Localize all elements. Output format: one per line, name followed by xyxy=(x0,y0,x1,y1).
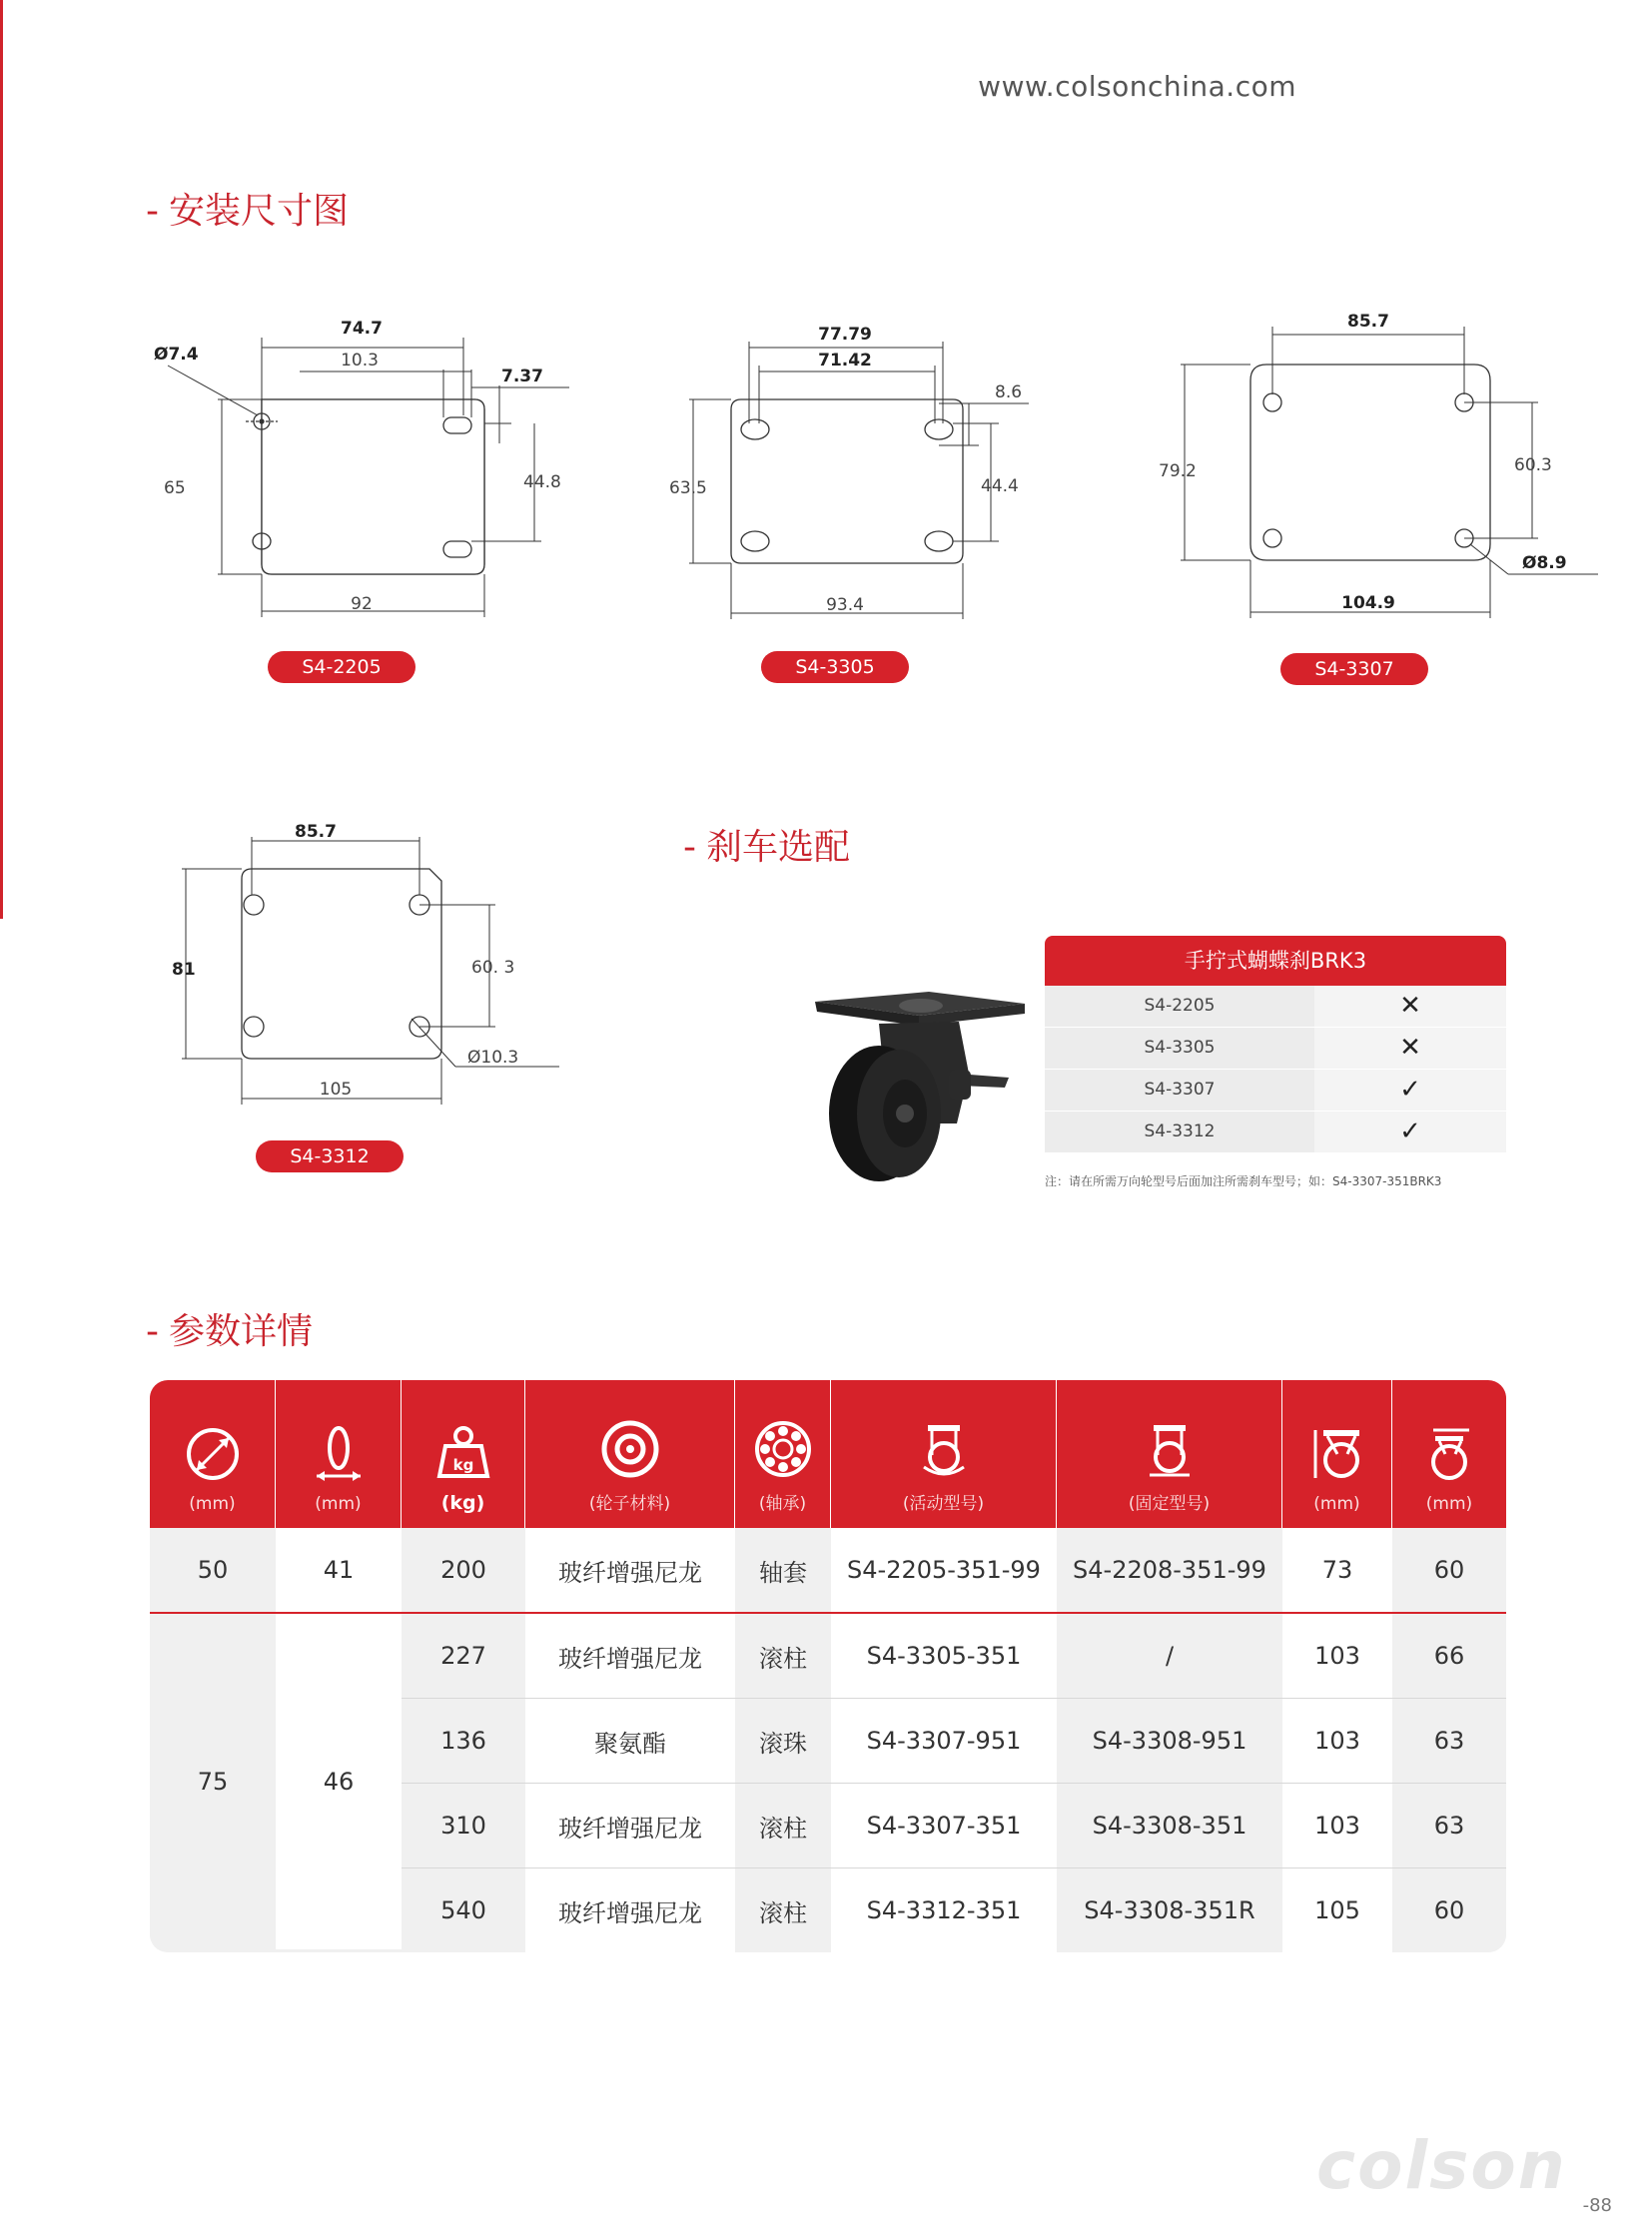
cell-height: 103 xyxy=(1282,1784,1392,1867)
dim-hole: Ø7.4 xyxy=(154,345,199,365)
svg-text:kg: kg xyxy=(452,1456,473,1474)
dim-top-inner: 71.42 xyxy=(818,351,872,371)
plate-drawing-s4-3307 xyxy=(1159,305,1618,624)
brake-compat-mark: ✕ xyxy=(1314,1028,1506,1069)
cell-bearing: 轴套 xyxy=(735,1528,831,1612)
section-title-install: - 安装尺寸图 xyxy=(146,191,350,232)
cell-offset: 60 xyxy=(1392,1528,1506,1612)
cell-offset: 60 xyxy=(1392,1868,1506,1952)
cell-width: 46 xyxy=(276,1614,402,1949)
load-weight-icon xyxy=(433,1422,493,1482)
cell-swivel-model: S4-3307-951 xyxy=(831,1699,1057,1783)
model-badge-s4-3307: S4-3307 xyxy=(1280,653,1428,685)
website-url[interactable]: www.colsonchina.com xyxy=(978,70,1296,103)
header-bearing: (轴承) xyxy=(735,1380,831,1528)
height-icon xyxy=(1307,1424,1367,1484)
dim-top-outer: 74.7 xyxy=(341,320,383,339)
dim-bottom: 105 xyxy=(319,1080,353,1100)
dim-top-inner: 10.3 xyxy=(341,351,379,371)
cell-bearing: 滚柱 xyxy=(735,1784,831,1867)
bearing-icon xyxy=(753,1419,813,1479)
cell-height: 105 xyxy=(1282,1868,1392,1952)
cell-load: 200 xyxy=(402,1528,525,1612)
brake-model: S4-3307 xyxy=(1045,1070,1314,1111)
header-height: (mm) xyxy=(1282,1380,1392,1528)
cell-swivel-model: S4-2205-351-99 xyxy=(831,1528,1057,1612)
cell-swivel-model: S4-3305-351 xyxy=(831,1614,1057,1698)
cell-height: 103 xyxy=(1282,1699,1392,1783)
table-group-75 xyxy=(150,1614,1506,1952)
cell-material: 玻纤增强尼龙 xyxy=(525,1868,735,1952)
cell-rigid-model: S4-3308-951 xyxy=(1057,1699,1282,1783)
brake-note: 注：请在所需万向轮型号后面加注所需刹车型号；如：S4-3307-351BRK3 xyxy=(1045,1174,1442,1188)
plate-drawing-s4-3305 xyxy=(669,320,1069,629)
header-swivel: (活动型号) xyxy=(831,1380,1057,1528)
cell-bearing: 滚柱 xyxy=(735,1868,831,1952)
diameter-icon xyxy=(183,1424,243,1484)
cell-height: 73 xyxy=(1282,1528,1392,1612)
cell-material: 玻纤增强尼龙 xyxy=(525,1784,735,1867)
colson-logo: colson xyxy=(1316,2127,1567,2204)
dim-right: 60. 3 xyxy=(471,958,515,978)
cell-load: 227 xyxy=(402,1614,525,1698)
cell-material: 玻纤增强尼龙 xyxy=(525,1614,735,1698)
dim-hole: Ø10.3 xyxy=(467,1048,519,1068)
dim-top: 85.7 xyxy=(295,822,337,842)
brake-compat-mark: ✓ xyxy=(1314,1112,1506,1152)
cell-rigid-model: / xyxy=(1057,1614,1282,1698)
cell-load: 136 xyxy=(402,1699,525,1783)
brake-model: S4-3305 xyxy=(1045,1028,1314,1069)
header-rigid: (固定型号) xyxy=(1057,1380,1282,1528)
header-material: (轮子材料) xyxy=(525,1380,735,1528)
brake-row xyxy=(1045,1070,1506,1112)
cell-swivel-model: S4-3307-351 xyxy=(831,1784,1057,1867)
width-icon xyxy=(309,1424,369,1484)
rigid-caster-icon xyxy=(1140,1419,1200,1479)
cell-material: 玻纤增强尼龙 xyxy=(525,1528,735,1612)
table-row xyxy=(402,1868,1506,1952)
parameter-table xyxy=(150,1380,1506,1952)
brake-model: S4-2205 xyxy=(1045,986,1314,1027)
dim-right: 44.8 xyxy=(523,472,561,492)
model-badge-s4-3305: S4-3305 xyxy=(761,651,909,683)
dim-right: 44.4 xyxy=(981,476,1019,496)
cell-swivel-model: S4-3312-351 xyxy=(831,1868,1057,1952)
brake-row xyxy=(1045,986,1506,1028)
dim-bottom: 92 xyxy=(351,594,373,614)
parameter-table-body xyxy=(150,1528,1506,1952)
left-accent-bar xyxy=(0,0,3,919)
cell-offset: 66 xyxy=(1392,1614,1506,1698)
plate-drawing-s4-3312 xyxy=(160,815,579,1115)
dim-slot: 8.6 xyxy=(995,382,1023,402)
dim-bottom: 93.4 xyxy=(826,595,864,615)
brake-options-table xyxy=(1045,936,1506,1153)
caster-brake-image xyxy=(809,974,1029,1193)
dim-right: 60.3 xyxy=(1514,455,1552,475)
section-title-brake: - 刹车选配 xyxy=(683,827,851,868)
cell-height: 103 xyxy=(1282,1614,1392,1698)
dim-left: 81 xyxy=(172,960,196,980)
dim-bottom: 104.9 xyxy=(1341,593,1395,613)
cell-load: 310 xyxy=(402,1784,525,1867)
header-offset: (mm) xyxy=(1392,1380,1506,1528)
section-title-params: - 参数详情 xyxy=(146,1311,314,1352)
table-row xyxy=(402,1614,1506,1699)
cell-rigid-model: S4-3308-351R xyxy=(1057,1868,1282,1952)
brake-compat-mark: ✓ xyxy=(1314,1070,1506,1111)
dim-top: 85.7 xyxy=(1347,312,1389,332)
brake-row xyxy=(1045,1112,1506,1153)
cell-diameter: 50 xyxy=(150,1528,276,1612)
cell-bearing: 滚珠 xyxy=(735,1699,831,1783)
dim-hole: Ø8.9 xyxy=(1522,553,1567,573)
cell-rigid-model: S4-3308-351 xyxy=(1057,1784,1282,1867)
dim-slot: 7.37 xyxy=(501,367,543,386)
plate-drawing-s4-2205 xyxy=(150,320,589,629)
offset-icon xyxy=(1419,1424,1479,1484)
dim-top-outer: 77.79 xyxy=(818,325,872,345)
header-diameter: (mm) xyxy=(150,1380,276,1528)
cell-offset: 63 xyxy=(1392,1784,1506,1867)
parameter-table-header xyxy=(150,1380,1506,1528)
brake-table-title: 手拧式蝴蝶刹BRK3 xyxy=(1045,936,1506,986)
brake-model: S4-3312 xyxy=(1045,1112,1314,1152)
brake-row xyxy=(1045,1028,1506,1070)
cell-load: 540 xyxy=(402,1868,525,1952)
model-badge-s4-3312: S4-3312 xyxy=(256,1140,404,1172)
cell-width: 41 xyxy=(276,1528,402,1612)
cell-bearing: 滚柱 xyxy=(735,1614,831,1698)
page-number: -88 xyxy=(1582,2195,1612,2216)
table-row xyxy=(402,1699,1506,1784)
table-row xyxy=(150,1528,1506,1614)
brake-compat-mark: ✕ xyxy=(1314,986,1506,1027)
cell-offset: 63 xyxy=(1392,1699,1506,1783)
swivel-caster-icon xyxy=(914,1419,974,1479)
table-row xyxy=(402,1784,1506,1868)
header-width: (mm) xyxy=(276,1380,402,1528)
dim-left: 65 xyxy=(164,478,186,498)
model-badge-s4-2205: S4-2205 xyxy=(268,651,415,683)
cell-diameter: 75 xyxy=(150,1614,276,1949)
header-load: kg (kg) xyxy=(402,1380,525,1528)
cell-rigid-model: S4-2208-351-99 xyxy=(1057,1528,1282,1612)
wheel-material-icon xyxy=(600,1419,660,1479)
dim-left: 63.5 xyxy=(669,478,707,498)
cell-material: 聚氨酯 xyxy=(525,1699,735,1783)
dim-left: 79.2 xyxy=(1159,461,1197,481)
